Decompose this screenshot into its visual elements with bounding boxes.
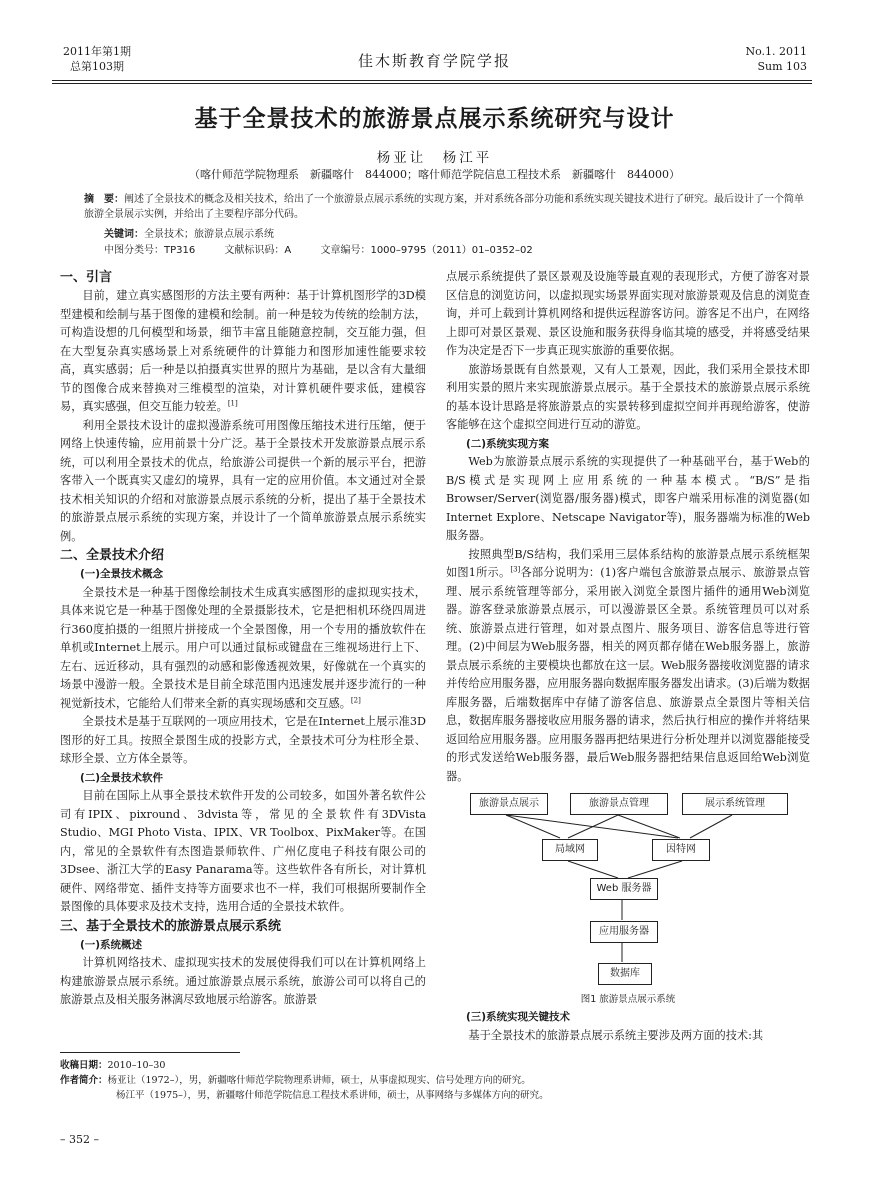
figure-caption: 图1 旅游景点展示系统 — [580, 994, 676, 1005]
author-info-2: 杨江平（1975–），男，新疆喀什师范学院信息工程技术系讲师，硕士，从事网络与多媒体方向的研究。 — [116, 1090, 549, 1101]
received-date: 2010–10–30 — [107, 1060, 166, 1071]
issue-info-en — [745, 44, 807, 74]
paper-affiliation: （喀什师范学院物理系 新疆喀什 844000；喀什师范学院信息工程技术系 新疆喀什 844000） — [189, 168, 680, 181]
paragraph: Web为旅游景点展示系统的实现提供了一种基础平台，基于Web的B/S模式是实现网上应用系统的一种基本模式。“B/S”是指Browser/Server(浏览器/服务器)模式，即客户端采用标准的浏览器(如Internet Explore、Netscape Navigator等)，服务器端为标准的Web服务器。 — [446, 455, 810, 542]
section-heading-system: 三、基于全景技术的旅游景点展示系统 — [60, 918, 282, 934]
paragraph: 全景技术是基于互联网的一项应用技术，它是在Internet上展示准3D图形的好工具。按照全景图生成的投影方式，全景技术可分为柱形全景、球形全景、立方体全景等。 — [60, 715, 426, 765]
header-rule — [52, 80, 812, 81]
page-number: – 352 – — [60, 1133, 99, 1146]
citation: [2] — [350, 695, 361, 704]
subsection-heading-key-tech: (三)系统实现关键技术 — [465, 1011, 571, 1023]
paragraph: 点展示系统提供了景区景观及设施等最直观的表现形式，方便了游客对景区信息的浏览访问，以虚拟现实场景界面实现对旅游景观及信息的浏览查询，并可上载到计算机网络和提供远程游客访问。游客足不出户，在网络上即可对景区景观、景区设施和服务获得身临其境的感受，并将感受结果作为决定是否下一步真正现实旅游的重要依据。 — [446, 270, 810, 357]
right-column — [446, 268, 810, 786]
issue-sum: Sum 103 — [757, 60, 807, 73]
received-date-label: 收稿日期： — [60, 1060, 108, 1071]
paragraph: 按照典型B/S结构，我们采用三层体系结构的旅游景点展示系统框架如图1所示。[3]各部分说明为：(1)客户端包含旅游景点展示、旅游景点管理、展示系统管理等部分，采用嵌入浏览全景图片插件的通用Web浏览器。游客登录旅游景点展示，可以漫游景区全景。系统管理员可以对系统、旅游景点进行管理，如对景点图片、服务项目、游客信息等进行管理。(2)中间层为Web服务器，相关的网页都存储在Web服务器上，旅游景点展示系统的主要模块也都放在这一层。Web服务器接收浏览器的请求并传给应用服务器，应用服务器向数据库服务器发出请求。(3)后端为数据库服务器，后端数据库中存储了游客信息、旅游景点全景图片等相关信息，数据库服务器接收应用服务器的请求，然后执行相应的操作并将结果返回给应用服务器。应用服务器再把结果进行分析处理并以浏览器能接受的形式发送给Web服务器，最后Web服务器把结果信息返回给Web浏览器。 — [446, 547, 810, 783]
paper-authors: 杨亚让 杨江平 — [376, 150, 493, 166]
issue-no: No.1. 2011 — [745, 45, 807, 58]
paper-title: 基于全景技术的旅游景点展示系统研究与设计 — [194, 106, 675, 132]
footnote — [60, 1058, 820, 1103]
box-web-server: Web 服务器 — [590, 878, 658, 900]
subsection-heading-concept: (一)全景技术概念 — [79, 568, 164, 580]
paragraph: 利用全景技术设计的虚拟漫游系统可用图像压缩技术进行压缩，便于网络上快速传输，应用前景十分广泛。基于全景技术开发旅游景点展示系统，可以利用全景技术的优点，给旅游公司提供一个新的展示平台，把游客带入一个既真实又虚幻的境界，具有一定的应用价值。本文通过对全景技术相关知识的介绍和对旅游景点展示系统的分析，提出了基于全景技术的旅游景点展示系统的实现方案，并设计了一个简单旅游景点展示系统实例。 — [60, 418, 426, 543]
box-tour-show: 旅游景点展示 — [470, 793, 548, 815]
journal-name: 佳木斯教育学院学报 — [357, 52, 511, 70]
box-tour-manage: 旅游景点管理 — [570, 793, 668, 815]
abstract-label: 摘 要： — [84, 194, 124, 205]
keywords-label: 关键词： — [104, 229, 144, 240]
section-heading-tech: 二、全景技术介绍 — [60, 548, 165, 563]
subsection-heading-scheme: (二)系统实现方案 — [465, 437, 550, 450]
subsection-heading-software: (二)全景技术软件 — [79, 771, 164, 784]
keywords — [104, 225, 804, 240]
issue-year: 2011年第1期 — [63, 45, 131, 58]
citation: [1] — [227, 399, 238, 408]
abstract — [84, 192, 804, 222]
paragraph: 目前在国际上从事全景技术软件开发的公司较多，如国外著名软件公司有IPIX、pixround、3dvista等，常见的全景软件有3DVista Studio、MGI Photo Vista、IPIX、VR Toolbox、PixMaker等。在国内，常见的全景软件有杰图造景师软件、广州亿度电子科技有限公司的3Dsee、浙江大学的Easy Panarama等。这些软件各有所长，对计算机硬件、网络带宽、插件支持等方面要求也不一样，我们可根据所要制作全景图像的具体要求及技术支持，选用合适的全景技术软件。 — [60, 789, 426, 913]
box-internet: 因特网 — [652, 839, 710, 861]
section-heading-intro: 一、引言 — [60, 270, 113, 285]
paragraph: 目前，建立真实感图形的方法主要有两种：基于计算机图形学的3D模型建模和绘制与基于图像的建模和绘制。前一种是较为传统的绘制方法，可构造设想的几何模型和场景，细节丰富且能随意控制，交互能力强，但在大型复杂真实感场景上对系统硬件的计算能力和图形加速性能要求较高，真实感弱；后一种是以拍摄真实世界的照片为基础，是以含有大量细节的图像合成来替换对三维模型的渲染，对计算机硬件要求低，建模容易，真实感强，但交互能力较差。[1] — [60, 289, 426, 413]
right-column-bottom — [446, 1008, 810, 1045]
footnote-rule — [60, 1052, 240, 1053]
paragraph: 全景技术是一种基于图像绘制技术生成真实感图形的虚拟现实技术，具体来说它是一种基于图像处理的全景摄影技术，它是把相机环绕四周进行360度拍摄的一组照片拼接成一个全景图像，用一个专用的播放软件在单机或Internet上展示。用户可以通过鼠标或键盘在三维视场进行上下、左右、远近移动，具有强烈的动感和影像透视效果，好像就在一个真实的场景中漫游一般。全景技术是目前全球范围内迅速发展并逐步流行的一种视觉新技术，它能给人们带来全新的真实现场感和交互感。[2] — [60, 585, 426, 710]
document-code: 文献标识码：A — [224, 245, 292, 256]
subsection-heading-overview: (一)系统概述 — [79, 938, 143, 951]
article-number: 文章编号：1000–9795（2011）01–0352–02 — [320, 245, 533, 256]
box-database: 数据库 — [598, 963, 652, 985]
classification-line — [104, 241, 804, 256]
issue-total: 总第103期 — [70, 60, 124, 73]
header-rule-2 — [52, 83, 812, 84]
citation: [3] — [510, 565, 521, 574]
paragraph: 计算机网络技术、虚拟现实技术的发展使得我们可以在计算机网络上构建旅游景点展示系统。通过旅游景点展示系统，旅游公司可以将自己的旅游景点及相关服务淋漓尽致地展示给游客。旅游景 — [60, 956, 426, 1006]
keywords-text: 全景技术；旅游景点展示系统 — [144, 229, 274, 240]
system-architecture-diagram — [450, 786, 810, 996]
box-lan: 局域网 — [542, 839, 598, 861]
author-info-1: 杨亚让（1972–），男，新疆喀什师范学院物理系讲师，硕士，从事虚拟现实、信号处理方向的研究。 — [107, 1075, 531, 1086]
box-system-manage: 展示系统管理 — [682, 793, 788, 815]
paragraph: 基于全景技术的旅游景点展示系统主要涉及两方面的技术:其 — [468, 1028, 764, 1042]
clc-number: 中图分类号：TP316 — [104, 245, 196, 256]
paragraph: 旅游场景既有自然景观，又有人工景观，因此，我们采用全景技术即利用实景的照片来实现旅游景点展示。基于全景技术的旅游景点展示系统的基本设计思路是将旅游景点的实景转移到虚拟空间并再现给游客，使游客能够在这个虚拟空间进行互动的游览。 — [446, 362, 810, 431]
author-info-label: 作者简介： — [60, 1075, 108, 1086]
left-column — [60, 268, 426, 1010]
abstract-text: 阐述了全景技术的概念及相关技术，给出了一个旅游景点展示系统的实现方案，并对系统各部分功能和系统实现关键技术进行了研究。最后设计了一个简单旅游全景展示实例，并给出了主要程序部分代码。 — [84, 194, 804, 220]
box-app-server: 应用服务器 — [590, 921, 658, 943]
